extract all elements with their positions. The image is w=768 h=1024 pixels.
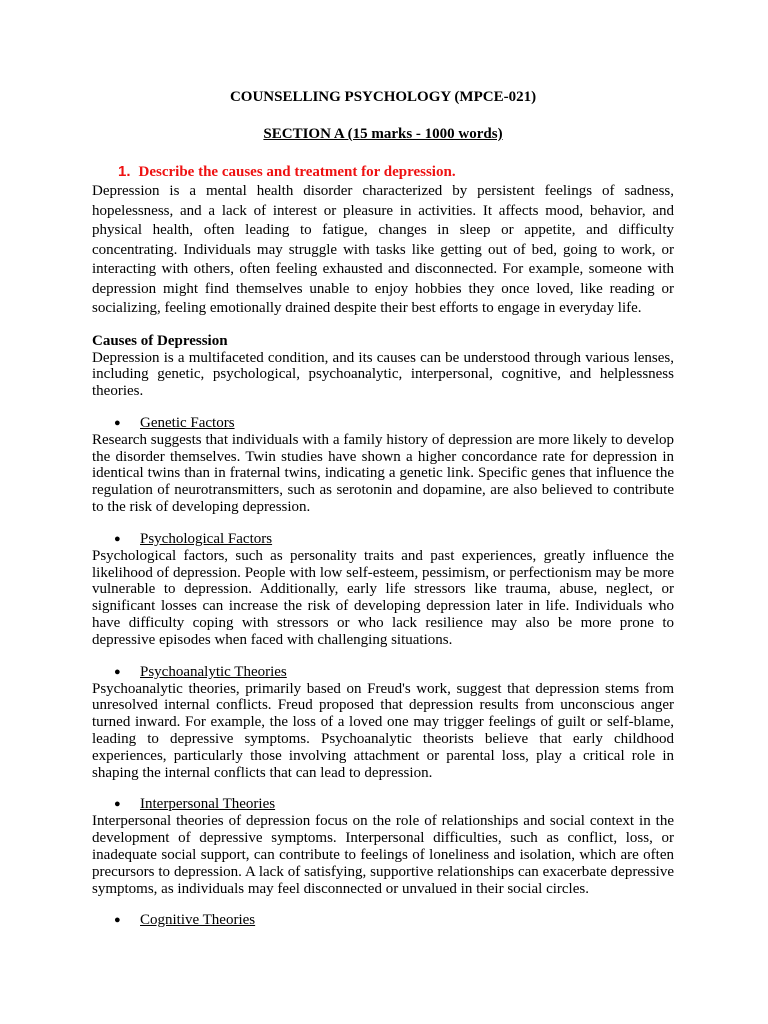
genetic-factors-paragraph: Research suggests that individuals with a family history of depression are more likely to develop the disorder themselves. Twin studies have shown a higher concordance rate for depression in identical twins than in fraternal twins, indicating a genetic link. Specific genes that influence the regulation of neurotransmitters, such as serotonin and dopamine, are also believed to contribute to the risk of developing depression.: [92, 431, 674, 516]
interpersonal-theories-paragraph: Interpersonal theories of depression focus on the role of relationships and social context in the development of depressive symptoms. Interpersonal difficulties, such as conflict, loss, or inadequate social support, can contribute to feelings of loneliness and isolation, which are often precursors to depression. A lack of satisfying, supportive relationships can exacerbate depressive symptoms, as individuals may feel disconnected or unvalued in their social circles.: [92, 813, 674, 897]
psychoanalytic-theories-paragraph: Psychoanalytic theories, primarily based on Freud's work, suggest that depression stems from unresolved internal conflicts. Freud proposed that depression results from unconscious anger turned inward. For example, the loss of a loved one may trigger feelings of guilt or self-blame, leading to depressive symptoms. Psychoanalytic theorists believe that early childhood experiences, particularly those involving attachment or parental loss, play a critical role in shaping the internal conflicts that can lead to depression.: [92, 680, 674, 781]
bullet-icon: ●: [114, 665, 121, 678]
bullet-icon: ●: [114, 914, 121, 927]
bullet-icon: ●: [114, 416, 121, 429]
document-title: COUNSELLING PSYCHOLOGY (MPCE-021): [229, 89, 537, 105]
causes-intro-paragraph: Depression is a multifaceted condition, and its causes can be understood through various lenses, including genetic, psychological, psychoanalytic, interpersonal, cognitive, and helplessness theories.: [92, 349, 674, 400]
causes-heading: Causes of Depression: [92, 332, 228, 349]
question-heading: [118, 163, 674, 181]
bullet-psychoanalytic-theories: [114, 664, 674, 681]
bullet-label: Psychological Factors: [140, 530, 273, 547]
section-heading: SECTION A (15 marks - 1000 words): [263, 126, 503, 142]
bullet-label: Interpersonal Theories: [140, 796, 276, 813]
question-text: Describe the causes and treatment for depression.: [138, 164, 456, 180]
bullet-label: Genetic Factors: [140, 414, 235, 431]
bullet-interpersonal-theories: [114, 796, 674, 813]
document-page: [92, 88, 674, 929]
bullet-psychological-factors: [114, 531, 674, 548]
psychological-factors-paragraph: Psychological factors, such as personality traits and past experiences, greatly influence the likelihood of depression. People with low self-esteem, pessimism, or perfectionism may be more vulnerable to depression. Additionally, early life stressors like trauma, abuse, neglect, or significant losses can increase the risk of developing depression later in life. Individuals who have difficulty coping with stressors or who lack resilience may also be more prone to depressive episodes when faced with challenging situations.: [92, 547, 674, 648]
bullet-icon: ●: [114, 798, 121, 811]
bullet-label: Psychoanalytic Theories: [140, 663, 287, 680]
intro-paragraph: Depression is a mental health disorder characterized by persistent feelings of sadness, hopelessness, and a lack of interest or pleasure in activities. It affects mood, behavior, and physical health, often leading to fatigue, changes in sleep or appetite, and difficulty concentrating. Individuals may struggle with tasks like getting out of bed, going to work, or interacting with others, often feeling exhausted and disconnected. For example, someone with depression might find themselves unable to enjoy hobbies they once loved, like reading or socializing, feeling emotionally drained despite their best efforts to engage in everyday life.: [92, 183, 674, 316]
bullet-label: Cognitive Theories: [140, 912, 256, 929]
bullet-icon: ●: [114, 532, 121, 545]
question-number: 1.: [118, 163, 131, 180]
bullet-cognitive-theories: [114, 912, 674, 929]
bullet-genetic-factors: [114, 415, 674, 432]
